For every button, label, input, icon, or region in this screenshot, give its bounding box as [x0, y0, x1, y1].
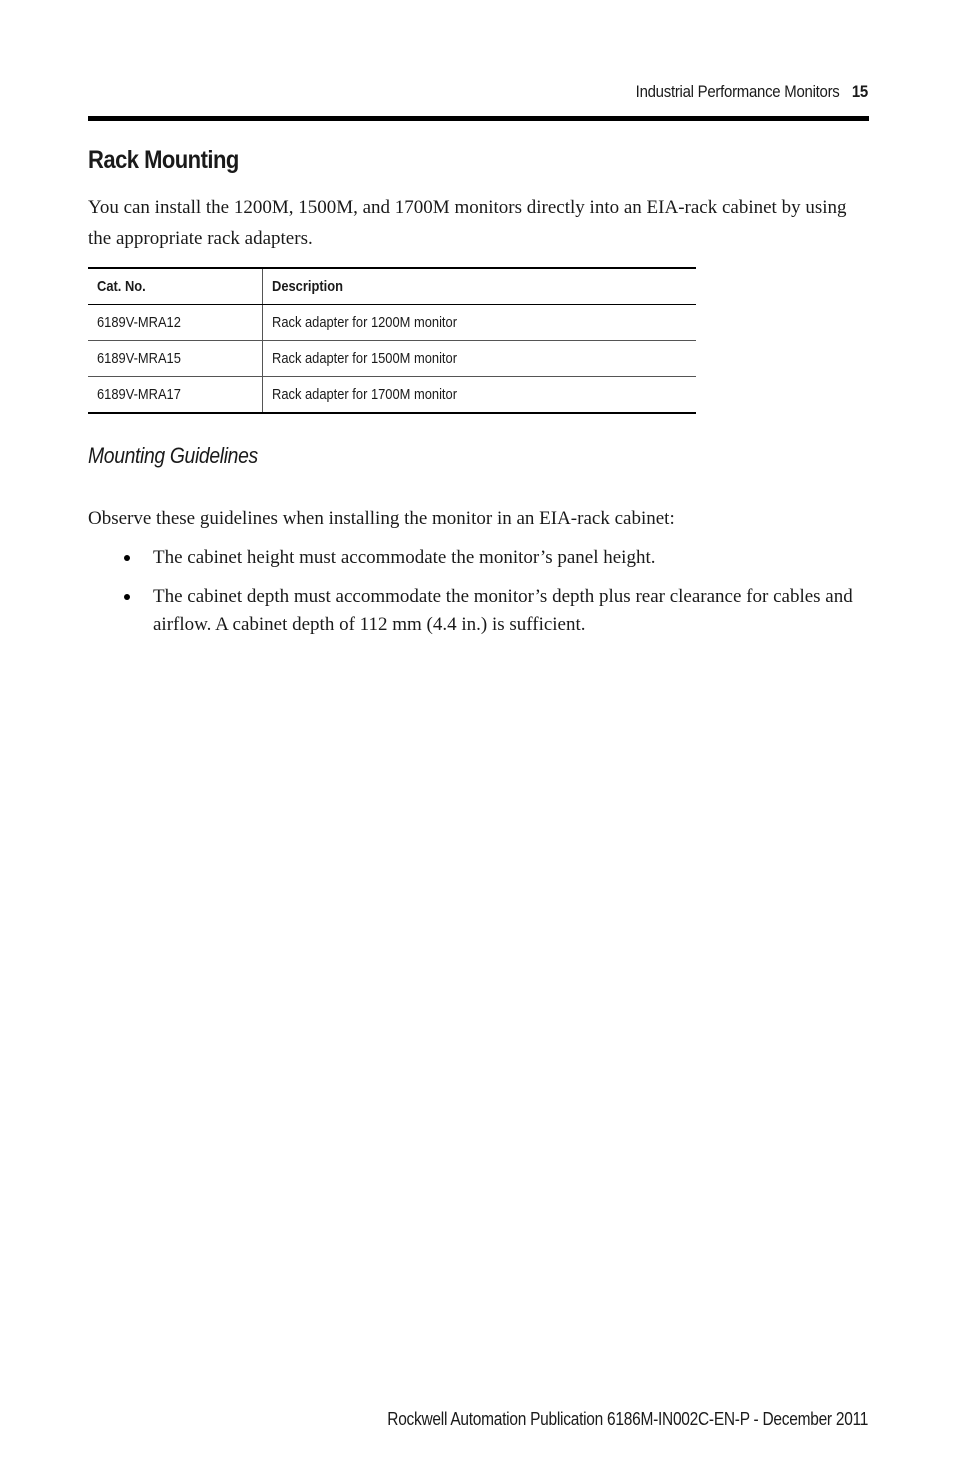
page-header	[636, 82, 868, 102]
table-row	[88, 377, 696, 414]
page-footer: Rockwell Automation Publication 6186M-IN002C-EN-P - December 2011	[387, 1409, 868, 1429]
list-item-text: The cabinet depth must accommodate the monitor’s depth plus rear clearance for cables and airflow. A cabinet depth of 112 mm (4.4 in.) is sufficient.	[153, 586, 853, 635]
cat-no-cell: 6189V-MRA17	[88, 377, 263, 414]
section-title: Rack Mounting	[88, 146, 239, 174]
section-intro: You can install the 1200M, 1500M, and 1700M monitors directly into an EIA-rack cabinet by using the appropriate rack adapters.	[88, 197, 847, 249]
column-header-cat-no: Cat. No.	[88, 268, 263, 305]
column-header-description: Description	[263, 268, 697, 305]
table-header-row	[88, 268, 696, 305]
subsection-title: Mounting Guidelines	[88, 443, 258, 468]
guidelines-list	[120, 544, 870, 650]
table-row	[88, 341, 696, 377]
page-number: 15	[851, 82, 868, 101]
guidelines-intro: Observe these guidelines when installing the monitor in an EIA-rack cabinet:	[88, 508, 675, 529]
cat-no-cell: 6189V-MRA12	[88, 305, 263, 341]
description-cell: Rack adapter for 1200M monitor	[263, 305, 697, 341]
list-item	[120, 583, 870, 639]
cat-no-cell: 6189V-MRA15	[88, 341, 263, 377]
running-title: Industrial Performance Monitors	[635, 82, 840, 101]
description-cell: Rack adapter for 1700M monitor	[263, 377, 697, 414]
bullet-icon	[124, 555, 130, 561]
bullet-icon	[124, 594, 130, 600]
description-cell: Rack adapter for 1500M monitor	[263, 341, 697, 377]
list-item	[120, 544, 870, 572]
list-item-text: The cabinet height must accommodate the monitor’s panel height.	[153, 547, 656, 568]
header-rule	[88, 116, 869, 121]
rack-adapter-table	[88, 267, 696, 414]
table-row	[88, 305, 696, 341]
